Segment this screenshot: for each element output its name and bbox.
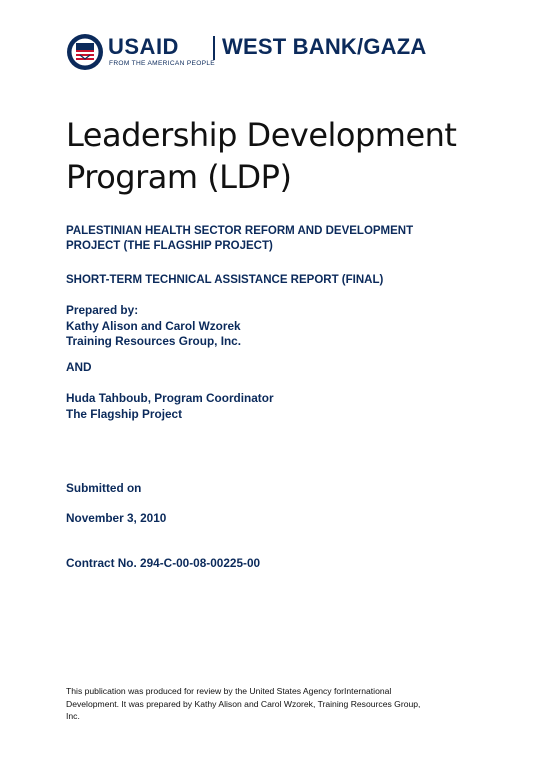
coordinator-block — [66, 391, 506, 422]
logo-tagline: FROM THE AMERICAN PEOPLE — [109, 60, 216, 67]
contract-number: Contract No. 294-C-00-08-00225-00 — [66, 556, 261, 570]
title-line-1: Leadership Development — [66, 116, 457, 154]
and-label: AND — [66, 360, 92, 374]
project-heading-line-1: PALESTINIAN HEALTH SECTOR REFORM AND DEVELOPMENT — [66, 225, 414, 237]
disclaimer-line-2: Development. It was prepared by Kathy Alison and Carol Wzorek, Training Resources Group, — [66, 698, 421, 709]
prepared-by-label: Prepared by: — [66, 303, 139, 317]
logo-divider — [213, 36, 215, 60]
coordinator-project: The Flagship Project — [66, 406, 183, 421]
prepared-by-block — [66, 303, 506, 350]
submitted-label: Submitted on — [66, 481, 142, 495]
report-type: SHORT-TERM TECHNICAL ASSISTANCE REPORT (FINAL) — [66, 274, 384, 286]
prepared-by-authors: Kathy Alison and Carol Wzorek — [66, 318, 241, 333]
usaid-logo — [66, 33, 466, 73]
disclaimer-line-3: Inc. — [66, 711, 80, 721]
coordinator-name: Huda Tahboub, Program Coordinator — [66, 391, 274, 405]
project-heading — [66, 224, 506, 254]
logo-agency-name: USAID — [108, 34, 179, 59]
logo-mission-name: WEST BANK/GAZA — [222, 34, 427, 59]
publication-disclaimer — [66, 685, 466, 723]
report-title — [66, 114, 506, 198]
title-line-2: Program (LDP) — [66, 158, 292, 196]
project-heading-line-2: PROJECT (THE FLAGSHIP PROJECT) — [66, 240, 273, 252]
prepared-by-organization: Training Resources Group, Inc. — [66, 334, 242, 348]
submitted-date: November 3, 2010 — [66, 511, 167, 525]
disclaimer-line-1: This publication was produced for review by the United States Agency forInternational — [66, 686, 392, 696]
usaid-seal-icon — [66, 33, 104, 71]
